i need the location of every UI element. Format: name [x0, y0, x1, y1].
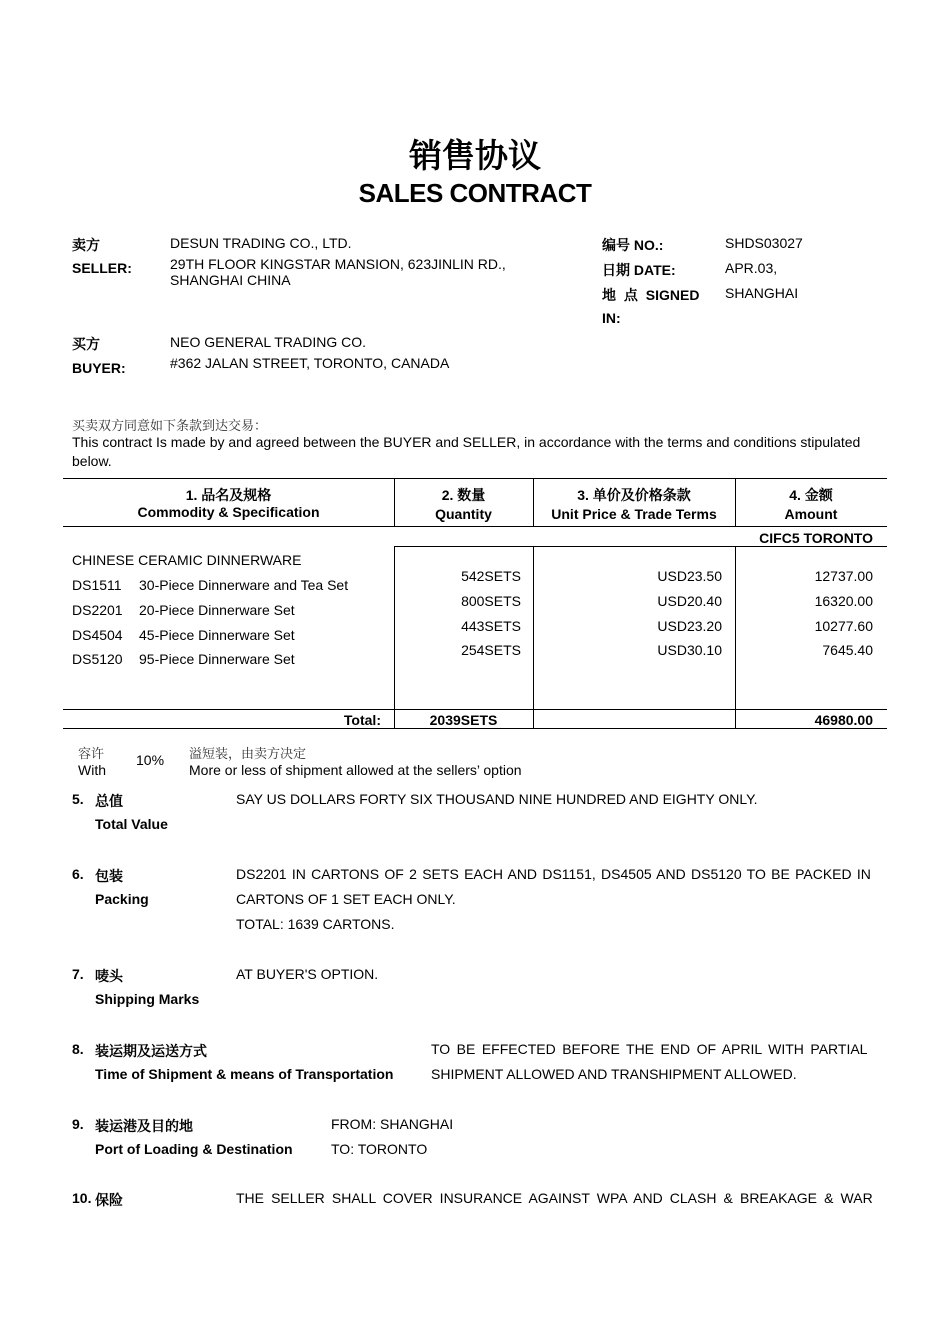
row-code: DS5120: [72, 651, 123, 667]
clause-8-label-cn: 装运期及运送方式: [95, 1043, 207, 1059]
header-unit-price-cn: 3. 单价及价格条款: [577, 487, 691, 503]
row-desc: 95-Piece Dinnerware Set: [139, 651, 295, 667]
seller-name: DESUN TRADING CO., LTD.: [170, 235, 352, 251]
clause-9-label-cn: 装运港及目的地: [95, 1118, 193, 1134]
buyer-label-en: BUYER:: [72, 360, 126, 376]
header-commodity: [63, 486, 394, 522]
row-code: DS2201: [72, 602, 123, 618]
table-border-top: [63, 478, 887, 479]
seller-label-cn: 卖方: [72, 237, 100, 253]
table-header-bottom: [63, 526, 887, 527]
row-qty: 254SETS: [461, 642, 521, 658]
clause-7-label-en: Shipping Marks: [95, 991, 200, 1007]
tolerance-note-cn: 溢短装，由卖方决定: [189, 747, 307, 762]
signed-in-label: 地 点 SIGNED: [602, 287, 700, 303]
total-label: Total:: [343, 712, 381, 728]
row-amount: 7645.40: [822, 642, 873, 658]
row-code: DS4504: [72, 627, 123, 643]
header-quantity-cn: 2. 数量: [441, 487, 486, 503]
clause-5-label-en: Total Value: [95, 816, 168, 832]
clause-9-label-en: Port of Loading & Destination: [95, 1141, 293, 1157]
header-unit-price: [533, 486, 735, 524]
clause-6-label-en: Packing: [95, 891, 149, 907]
row-amount: 12737.00: [814, 568, 873, 584]
commodity-title: CHINESE CERAMIC DINNERWARE: [72, 552, 302, 568]
signed-in-label-cont: IN:: [602, 310, 621, 326]
clause-8-label-en: Time of Shipment & means of Transportation: [95, 1066, 394, 1082]
row-code: DS1511: [72, 577, 122, 593]
row-qty: 542SETS: [461, 568, 521, 584]
clause-5-text: SAY US DOLLARS FORTY SIX THOUSAND NINE HUNDRED AND EIGHTY ONLY.: [236, 791, 758, 807]
contract-no-label: 编号 NO.:: [602, 237, 664, 253]
header-amount-en: Amount: [784, 506, 838, 522]
clause-6-line3: TOTAL: 1639 CARTONS.: [236, 916, 395, 932]
row-amount: 16320.00: [814, 593, 873, 609]
header-amount-cn: 4. 金额: [789, 487, 833, 503]
clause-9-line2: TO: TORONTO: [331, 1141, 428, 1157]
seller-address-line1: 29TH FLOOR KINGSTAR MANSION, 623JINLIN RD.,: [170, 256, 506, 272]
signed-in-value: SHANGHAI: [725, 285, 799, 301]
tolerance-with-en: With: [78, 762, 106, 778]
tolerance-note-en: More or less of shipment allowed at the sellers’ option: [189, 762, 522, 778]
clause-7-number: 7.: [72, 966, 84, 982]
table-term-divider: [394, 546, 887, 547]
title-chinese: 销售协议: [409, 136, 541, 175]
buyer-address: #362 JALAN STREET, TORONTO, CANADA: [170, 355, 450, 371]
trade-term: CIFC5 TORONTO: [759, 530, 873, 546]
header-quantity: [394, 486, 533, 524]
tolerance-percent: 10%: [136, 752, 165, 768]
agreement-cn: 买卖双方同意如下条款到达交易：: [72, 419, 268, 434]
table-total-top: [63, 709, 887, 710]
clause-5-number: 5.: [72, 791, 84, 807]
header-quantity-en: Quantity: [435, 506, 492, 522]
clause-10-label-cn: 保险: [95, 1192, 123, 1208]
buyer-label-cn: 买方: [72, 336, 100, 352]
clause-8-line2: SHIPMENT ALLOWED AND TRANSHIPMENT ALLOWED.: [431, 1066, 797, 1082]
clause-10-text: THE SELLER SHALL COVER INSURANCE AGAINST WPA AND CLASH & BREAKAGE & WAR: [236, 1190, 873, 1206]
seller-label-en: SELLER:: [72, 260, 132, 276]
date-label: 日期 DATE:: [602, 262, 676, 278]
clause-5-label-cn: 总值: [95, 793, 123, 809]
row-price: USD30.10: [657, 642, 722, 658]
header-commodity-cn: 1. 品名及规格: [185, 487, 272, 503]
clause-10-number: 10.: [72, 1190, 92, 1206]
total-quantity: 2039SETS: [429, 712, 498, 728]
row-qty: 800SETS: [461, 593, 521, 609]
date-value: APR.03,: [725, 260, 778, 276]
row-price: USD23.20: [657, 618, 722, 634]
total-amount: 46980.00: [814, 712, 873, 728]
clause-6-line1: DS2201 IN CARTONS OF 2 SETS EACH AND DS1151, DS4505 AND DS5120 TO BE PACKED IN: [236, 866, 871, 882]
row-desc: 30-Piece Dinnerware and Tea Set: [139, 577, 349, 593]
row-amount: 10277.60: [814, 618, 873, 634]
clause-8-number: 8.: [72, 1041, 84, 1057]
row-desc: 45-Piece Dinnerware Set: [139, 627, 295, 643]
row-price: USD20.40: [657, 593, 722, 609]
clause-6-label-cn: 包装: [95, 868, 123, 884]
buyer-name: NEO GENERAL TRADING CO.: [170, 334, 367, 350]
clause-6-number: 6.: [72, 866, 84, 882]
clause-6-line2: CARTONS OF 1 SET EACH ONLY.: [236, 891, 456, 907]
clause-9-number: 9.: [72, 1116, 84, 1132]
clause-9-line1: FROM: SHANGHAI: [331, 1116, 454, 1132]
row-qty: 443SETS: [461, 618, 521, 634]
seller-address-line2: SHANGHAI CHINA: [170, 272, 291, 288]
row-desc: 20-Piece Dinnerware Set: [139, 602, 295, 618]
agreement-en: This contract Is made by and agreed between the BUYER and SELLER, in accordance with the terms and conditions stipulated below.: [72, 434, 861, 469]
row-price: USD23.50: [657, 568, 722, 584]
header-commodity-en: Commodity & Specification: [137, 504, 320, 520]
clause-8-line1: TO BE EFFECTED BEFORE THE END OF APRIL WITH PARTIAL: [431, 1041, 868, 1057]
header-amount: [735, 486, 887, 524]
contract-no-value: SHDS03027: [725, 235, 803, 251]
table-border-bottom: [63, 728, 887, 729]
clause-7-label-cn: 唛头: [95, 968, 123, 984]
clause-7-text: AT BUYER'S OPTION.: [236, 966, 379, 982]
header-unit-price-en: Unit Price & Trade Terms: [551, 506, 717, 522]
tolerance-with-cn: 容许: [78, 747, 105, 762]
title-english: SALES CONTRACT: [358, 178, 592, 208]
